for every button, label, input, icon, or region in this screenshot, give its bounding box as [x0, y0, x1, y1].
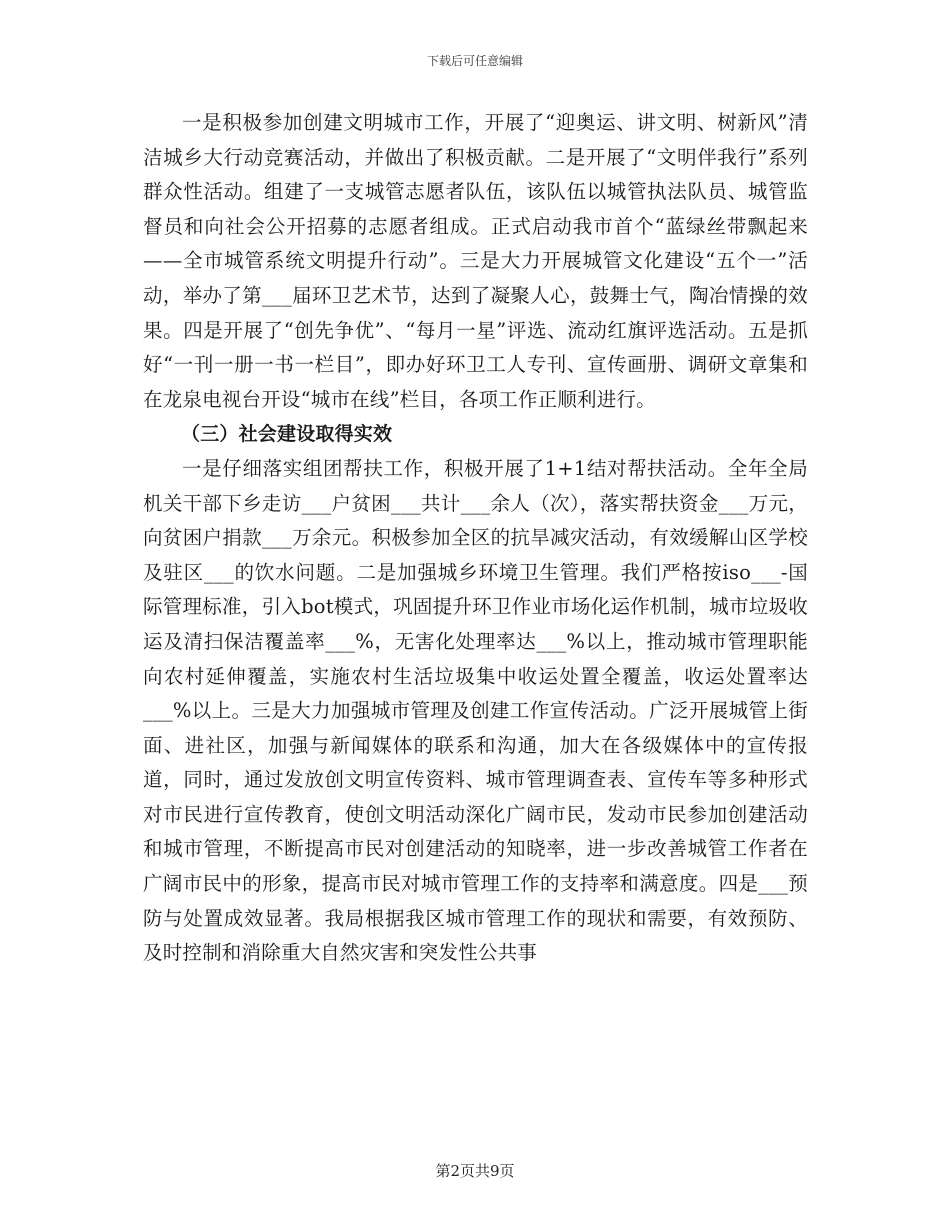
page-indicator: 第2页共9页	[435, 1162, 515, 1180]
body-paragraph-1: 一是积极参加创建文明城市工作，开展了“迎奥运、讲文明、树新风”清洁城乡大行动竞赛活动，并做出了积极贡献。二是开展了“文明伴我行”系列群众性活动。组建了一支城管志愿者队伍，该队伍以城管执法队员、城管监督员和向社会公开招募的志愿者组成。正式启动我市首个“蓝绿丝带飘起来——全市城管系统文明提升行动”。三是大力开展城管文化建设“五个一”活动，举办了第___届环卫艺术节，达到了凝聚人心，鼓舞士气，陶冶情操的效果。四是开展了“创先争优”、“每月一星”评选、流动红旗评选活动。五是抓好“一刊一册一书一栏目”，即办好环卫工人专刊、宣传画册、调研文章集和在龙泉电视台开设“城市在线”栏目，各项工作正顺利进行。	[143, 111, 808, 411]
document-body	[143, 106, 808, 971]
body-paragraph-2: 一是仔细落实组团帮扶工作，积极开展了1+1结对帮扶活动。全年全局机关干部下乡走访___户贫困___共计___余人（次），落实帮扶资金___万元，向贫困户捐款___万余元。积极参加全区的抗旱减灾活动，有效缓解山区学校及驻区___的饮水问题。二是加强城乡环境卫生管理。我们严格按iso___-国际管理标准，引入bot模式，巩固提升环卫作业市场化运作机制，城市垃圾收运及清扫保洁覆盖率___%，无害化处理率达___%以上，推动城市管理职能向农村延伸覆盖，实施农村生活垃圾集中收运处置全覆盖，收运处置率达___%以上。三是大力加强城市管理及创建工作宣传活动。广泛开展城管上街面、进社区，加强与新闻媒体的联系和沟通，加大在各级媒体中的宣传报道，同时，通过发放创文明宣传资料、城市管理调查表、宣传车等多种形式对市民进行宣传教育，使创文明活动深化广阔市民，发动市民参加创建活动和城市管理，不断提高市民对创建活动的知晓率，进一步改善城管工作者在广阔市民中的形象，提高市民对城市管理工作的支持率和满意度。四是___预防与处置成效显著。我局根据我区城市管理工作的现状和需要，有效预防、及时控制和消除重大自然灾害和突发性公共事	[143, 456, 808, 965]
header-note: 下载后可任意编辑	[426, 54, 523, 68]
section-heading: （三）社会建设取得实效	[181, 423, 393, 446]
